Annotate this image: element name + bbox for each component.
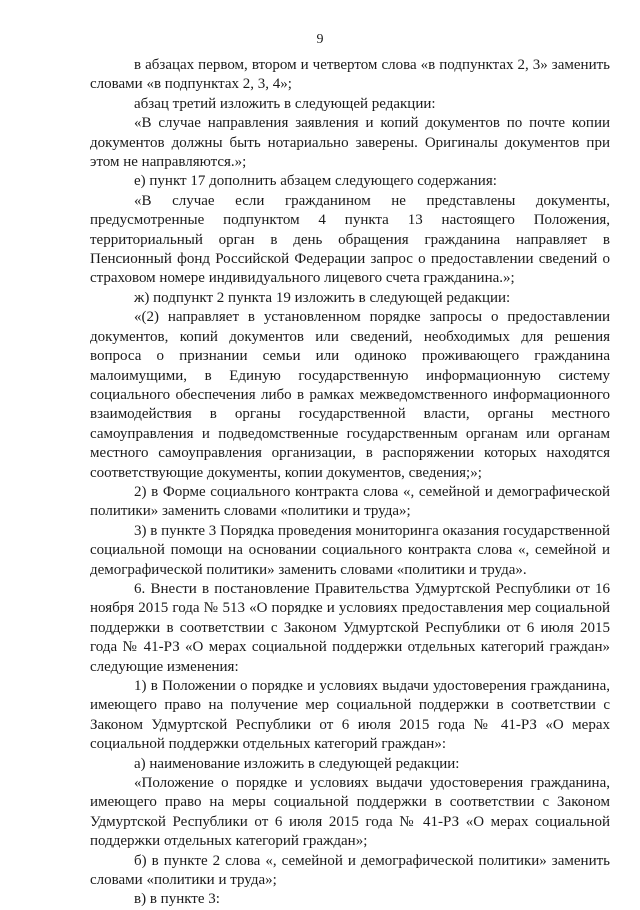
paragraph: «В случае если гражданином не представлены документы, предусмотренные подпунктом 4 пункта 13 настоящего Положения, территориальный орган в день обращения гражданина направляет в Пенсионный фонд Российской Федерации запрос о предоставлении сведений о страховом номере индивидуального лицевого счета гражданина.»;: [90, 192, 610, 287]
paragraph: абзац третий изложить в следующей редакции:: [134, 95, 436, 112]
paragraph: 2) в Форме социального контракта слова «, семейной и демографической политики» заменить словами «политики и труда»;: [90, 483, 610, 520]
paragraph: «В случае направления заявления и копий документов по почте копии документов должны быть нотариально заверены. Оригиналы документов при этом не направляются.»;: [90, 115, 610, 171]
paragraph: в абзацах первом, втором и четвертом слова «в подпунктах 2, 3» заменить словами «в подпунктах 2, 3, 4»;: [90, 57, 610, 93]
paragraph: 1) в Положении о порядке и условиях выдачи удостоверения гражданина, имеющего право на получение мер социальной поддержки в соответствии с Законом Удмуртской Республики от 6 июля 2015 года № 41-РЗ «О мерах социальной поддержки отдельных категорий граждан»:: [90, 678, 610, 753]
paragraph: ж) подпункт 2 пункта 19 изложить в следующей редакции:: [134, 289, 511, 306]
paragraph: в) в пункте 3:: [134, 891, 220, 908]
paragraph: е) пункт 17 дополнить абзацем следующего содержания:: [134, 173, 497, 190]
paragraph: а) наименование изложить в следующей редакции:: [134, 755, 460, 772]
document-body: [90, 56, 610, 910]
paragraph: «(2) направляет в установленном порядке запросы о предоставлении документов, копий документов или сведений, необходимых для решения вопроса о признании семьи или одиноко проживающего гражданина малоимущими, в Единую государственную информационную систему социального обеспечения либо в рамках межведомственного информационного взаимодействия в органы государственной власти, органы местного самоуправления и подведомственные государственным органам или органам местного самоуправления организации, в распоряжении которых находятся соответствующие документы, копии документов, сведения;»;: [90, 309, 610, 481]
paragraph: 3) в пункте 3 Порядка проведения мониторинга оказания государственной социальной помощи на основании социального контракта слова «, семейной и демографической политики» заменить словами «политики и труда».: [90, 522, 610, 578]
paragraph: б) в пункте 2 слова «, семейной и демографической политики» заменить словами «политики и труда»;: [90, 852, 610, 889]
paragraph: 6. Внести в постановление Правительства Удмуртской Республики от 16 ноября 2015 года № 513 «О порядке и условиях предоставления мер социальной поддержки в соответствии с Законом Удмуртской Республики от 6 июля 2015 года № 41-РЗ «О мерах социальной поддержки отдельных категорий граждан» следующие изменения:: [90, 580, 610, 675]
page-number: 9: [316, 32, 324, 47]
paragraph: «Положение о порядке и условиях выдачи удостоверения гражданина, имеющего право на меры социальной поддержки в соответствии с Законом Удмуртской Республики от 6 июля 2015 года № 41-РЗ «О мерах социальной поддержки отдельных категорий граждан»;: [90, 775, 610, 850]
